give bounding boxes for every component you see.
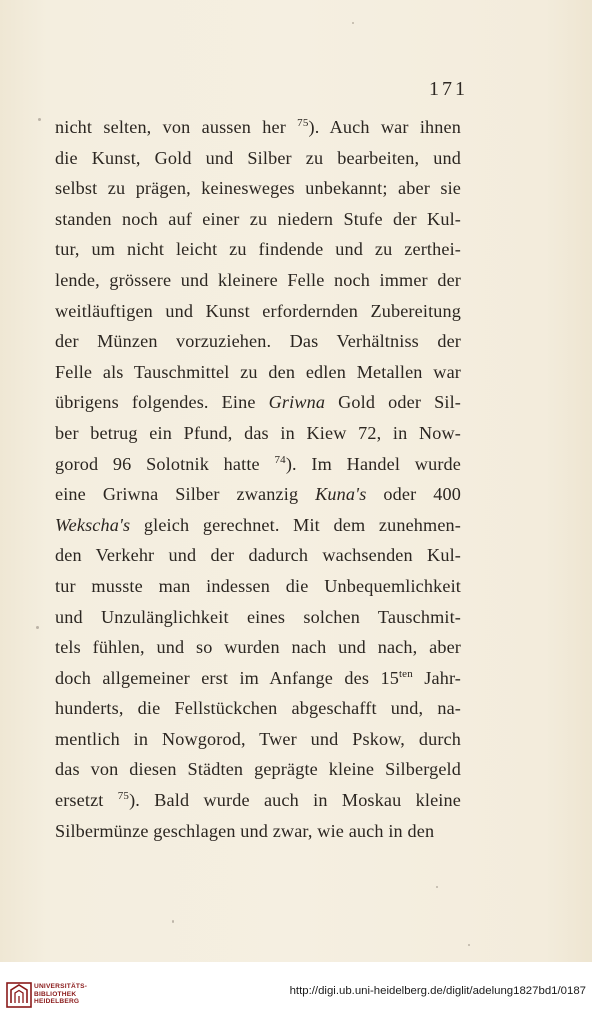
text-line — [55, 296, 461, 327]
body-text — [55, 112, 461, 846]
italic-term: Wekscha's — [55, 514, 131, 535]
text-segment: die Kunst, Gold und Silber zu bearbeiten, und — [55, 147, 461, 168]
paper-speck — [436, 886, 438, 888]
text-line — [55, 143, 461, 174]
logo-line: BIBLIOTHEK — [34, 990, 77, 998]
text-line — [55, 785, 461, 816]
paper-speck — [352, 22, 354, 24]
text-segment: und Unzulänglichkeit eines solchen Tauschmit- — [55, 606, 461, 627]
text-line — [55, 234, 461, 265]
paper-speck — [468, 944, 470, 946]
text-segment: mentlich in Nowgorod, Twer und Pskow, durch — [55, 728, 461, 749]
text-line — [55, 663, 461, 694]
footnote-marker: 75 — [117, 790, 130, 803]
text-segment: den Verkehr und der dadurch wachsenden Kul- — [55, 545, 461, 566]
text-segment: das von diesen Städten geprägte kleine Silbergeld — [55, 759, 461, 780]
text-line — [55, 204, 461, 235]
text-segment: selbst zu prägen, keinesweges unbekannt; aber sie — [55, 178, 461, 199]
italic-term: Griwna — [268, 392, 326, 413]
text-segment: ersetzt — [55, 790, 118, 811]
text-line — [55, 540, 461, 571]
source-url-link[interactable]: http://digi.ub.uni-heidelberg.de/diglit/adelung1827bd1/0187 — [289, 985, 586, 997]
text-line — [55, 265, 461, 296]
text-segment: eine Griwna Silber zwanzig — [55, 484, 316, 505]
paper-speck — [38, 118, 41, 121]
text-segment: ). Bald wurde auch in Moskau kleine — [129, 790, 461, 811]
footer-bar — [0, 962, 592, 1017]
text-segment: weitläuftigen und Kunst erfordernden Zubereitung — [55, 300, 461, 321]
text-line — [55, 693, 461, 724]
library-logo-text — [34, 983, 87, 1006]
university-seal-icon — [6, 982, 32, 1008]
page-number: 171 — [429, 78, 468, 100]
italic-term: Kuna's — [315, 484, 367, 505]
text-line — [55, 632, 461, 663]
text-segment: standen noch auf einer zu niedern Stufe der Kul- — [55, 208, 461, 229]
text-segment: oder 400 — [366, 484, 461, 505]
text-segment: tels fühlen, und so wurden nach und nach, aber — [55, 637, 461, 658]
text-line — [55, 449, 461, 480]
text-line — [55, 754, 461, 785]
text-segment: ). Auch war ihnen — [308, 117, 461, 137]
text-line — [55, 602, 461, 633]
logo-line: HEIDELBERG — [34, 998, 80, 1006]
text-segment: lende, grössere und kleinere Felle noch immer der — [55, 269, 461, 290]
text-line — [55, 479, 461, 510]
text-line — [55, 418, 461, 449]
paper-speck — [172, 920, 174, 923]
text-line — [55, 357, 461, 388]
text-segment: tur, um nicht leicht zu findende und zu zerthei- — [55, 239, 461, 260]
text-segment: der Münzen vorzuziehen. Das Verhältniss der — [55, 331, 461, 352]
footnote-marker: ten — [398, 667, 413, 680]
text-line — [55, 326, 461, 357]
text-line — [55, 724, 461, 755]
text-line — [55, 571, 461, 602]
text-segment: Silbermünze geschlagen und zwar, wie auch in den — [55, 820, 435, 841]
text-segment: nicht selten, von aussen her — [55, 117, 298, 137]
paper-speck — [36, 626, 39, 629]
text-line — [55, 816, 461, 847]
text-segment: doch allgemeiner erst im Anfange des 15 — [55, 667, 399, 688]
text-segment: hunderts, die Fellstückchen abgeschafft und, na- — [55, 698, 461, 719]
text-segment: Jahr- — [412, 667, 461, 688]
logo-line: UNIVERSITÄTS- — [34, 983, 88, 990]
text-line — [55, 387, 461, 418]
text-segment: gleich gerechnet. Mit dem zunehmen- — [130, 514, 461, 535]
text-segment: ber betrug ein Pfund, das in Kiew 72, in Now- — [55, 422, 461, 443]
text-line — [55, 510, 461, 541]
text-segment: gorod 96 Solotnik hatte — [55, 453, 275, 474]
text-line — [55, 173, 461, 204]
text-segment: Gold oder Sil- — [325, 392, 461, 413]
text-line — [55, 112, 461, 143]
text-segment: tur musste man indessen die Unbequemlichkeit — [55, 575, 461, 596]
footnote-marker: 75 — [297, 117, 309, 129]
footnote-marker: 74 — [274, 453, 286, 466]
text-segment: Felle als Tauschmittel zu den edlen Metallen war — [55, 361, 461, 382]
text-segment: ). Im Handel wurde — [285, 453, 461, 474]
text-segment: übrigens folgendes. Eine — [55, 392, 269, 413]
